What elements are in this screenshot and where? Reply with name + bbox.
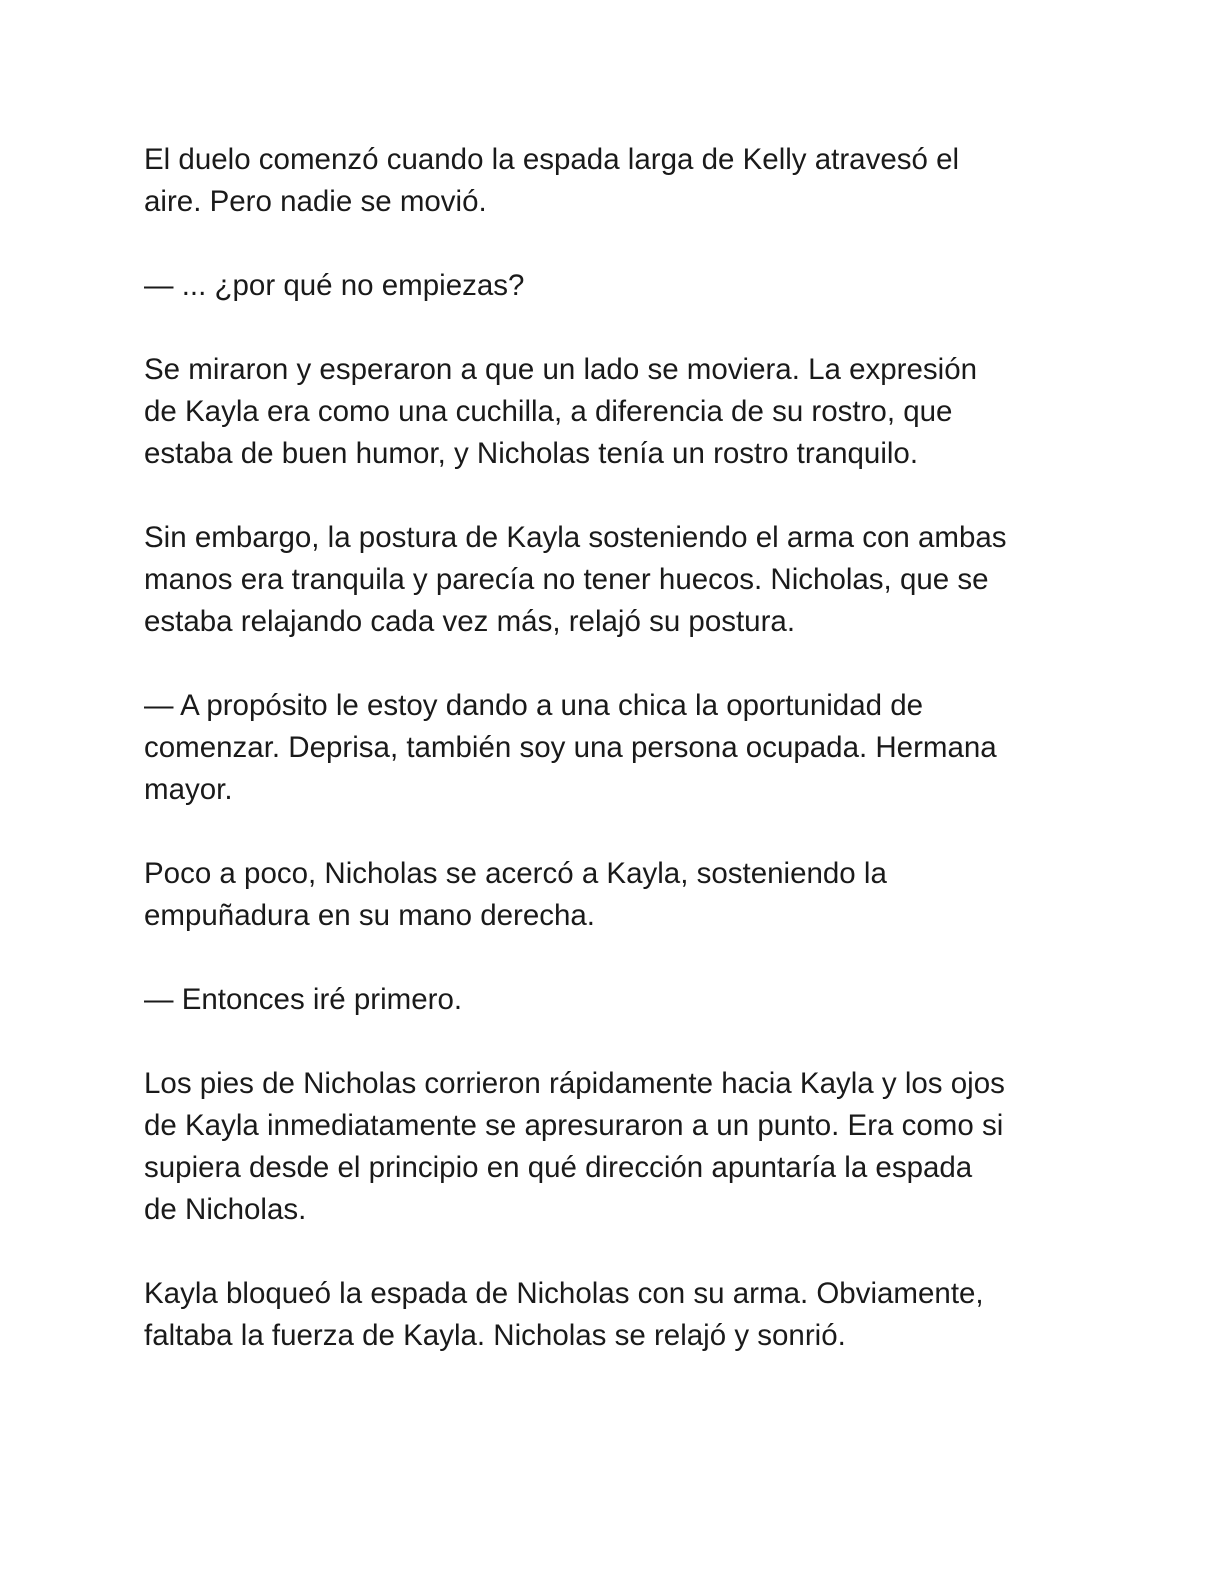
paragraph-7: — Entonces iré primero. [144, 983, 463, 1016]
paragraph-3: Se miraron y esperaron a que un lado se moviera. La expresión de Kayla era como una cuchilla, a diferencia de su rostro, que estaba de buen humor, y Nicholas tenía un rostro tranquilo. [144, 353, 978, 470]
document-body [144, 139, 1080, 1357]
paragraph-1: El duelo comenzó cuando la espada larga de Kelly atravesó el aire. Pero nadie se movió. [144, 143, 960, 218]
paragraph-2: — ... ¿por qué no empiezas? [144, 269, 525, 302]
paragraph-8: Los pies de Nicholas corrieron rápidamente hacia Kayla y los ojos de Kayla inmediatamente se apresuraron a un punto. Era como si supiera desde el principio en qué dirección apuntaría la espada de Nicholas. [144, 1067, 1005, 1226]
paragraph-9: Kayla bloqueó la espada de Nicholas con su arma. Obviamente, faltaba la fuerza de Kayla. Nicholas se relajó y sonrió. [144, 1277, 984, 1352]
paragraph-6: Poco a poco, Nicholas se acercó a Kayla, sosteniendo la empuñadura en su mano derecha. [144, 857, 887, 932]
paragraph-4: Sin embargo, la postura de Kayla sosteniendo el arma con ambas manos era tranquila y parecía no tener huecos. Nicholas, que se estaba relajando cada vez más, relajó su postura. [144, 521, 1007, 638]
paragraph-5: — A propósito le estoy dando a una chica la oportunidad de comenzar. Deprisa, también soy una persona ocupada. Hermana mayor. [144, 689, 997, 806]
